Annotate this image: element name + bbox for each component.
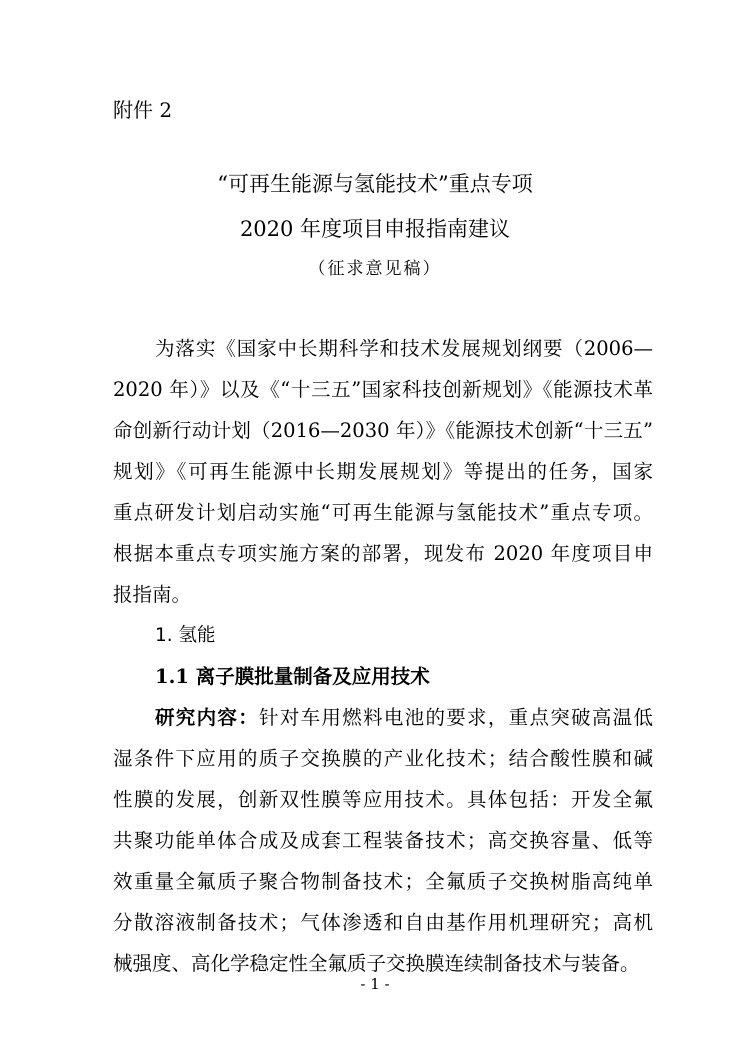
document-subtitle: （征求意见稿）	[308, 259, 442, 279]
research-first-line-text: 针对车用燃料电池的要求，重点突破高温低	[259, 706, 653, 729]
research-line: 效重量全氟质子聚合物制备技术；全氟质子交换树脂高纯单	[113, 870, 653, 893]
research-line: 湿条件下应用的质子交换膜的产业化技术；结合酸性膜和碱	[113, 747, 653, 770]
intro-line: 为落实《国家中长期科学和技术发展规划纲要（2006—	[155, 337, 653, 360]
research-line: 械强度、高化学稳定性全氟质子交换膜连续制备技术与装备。	[113, 952, 640, 975]
document-title-line-2: 2020 年度项目申报指南建议	[239, 217, 511, 241]
intro-line: 2020 年）》以及《“十三五”国家科技创新规划》《能源技术革	[113, 378, 653, 401]
intro-line: 报指南。	[113, 583, 192, 606]
intro-line: 命创新行动计划（2016—2030 年）》《能源技术创新“十三五”	[113, 419, 653, 442]
subsection-heading: 1.1 离子膜批量制备及应用技术	[155, 665, 430, 688]
document-title-line-1: “可再生能源与氢能技术”重点专项	[217, 172, 533, 196]
section-heading: 1. 氢能	[155, 625, 216, 646]
page-number: - 1 -	[360, 975, 390, 993]
attachment-label: 附件 2	[113, 98, 173, 122]
research-first-line	[113, 697, 653, 738]
research-line: 共聚功能单体合成及成套工程装备技术；高交换容量、低等	[113, 829, 653, 852]
body-text	[113, 328, 653, 984]
research-label: 研究内容：	[155, 706, 260, 729]
intro-line: 规划》《可再生能源中长期发展规划》等提出的任务，国家	[113, 460, 653, 483]
intro-line: 重点研发计划启动实施“可再生能源与氢能技术”重点专项。	[113, 501, 653, 524]
research-line: 性膜的发展，创新双性膜等应用技术。具体包括：开发全氟	[113, 788, 653, 811]
research-line: 分散溶液制备技术；气体渗透和自由基作用机理研究；高机	[113, 911, 653, 934]
intro-line: 根据本重点专项实施方案的部署，现发布 2020 年度项目申	[113, 542, 653, 565]
